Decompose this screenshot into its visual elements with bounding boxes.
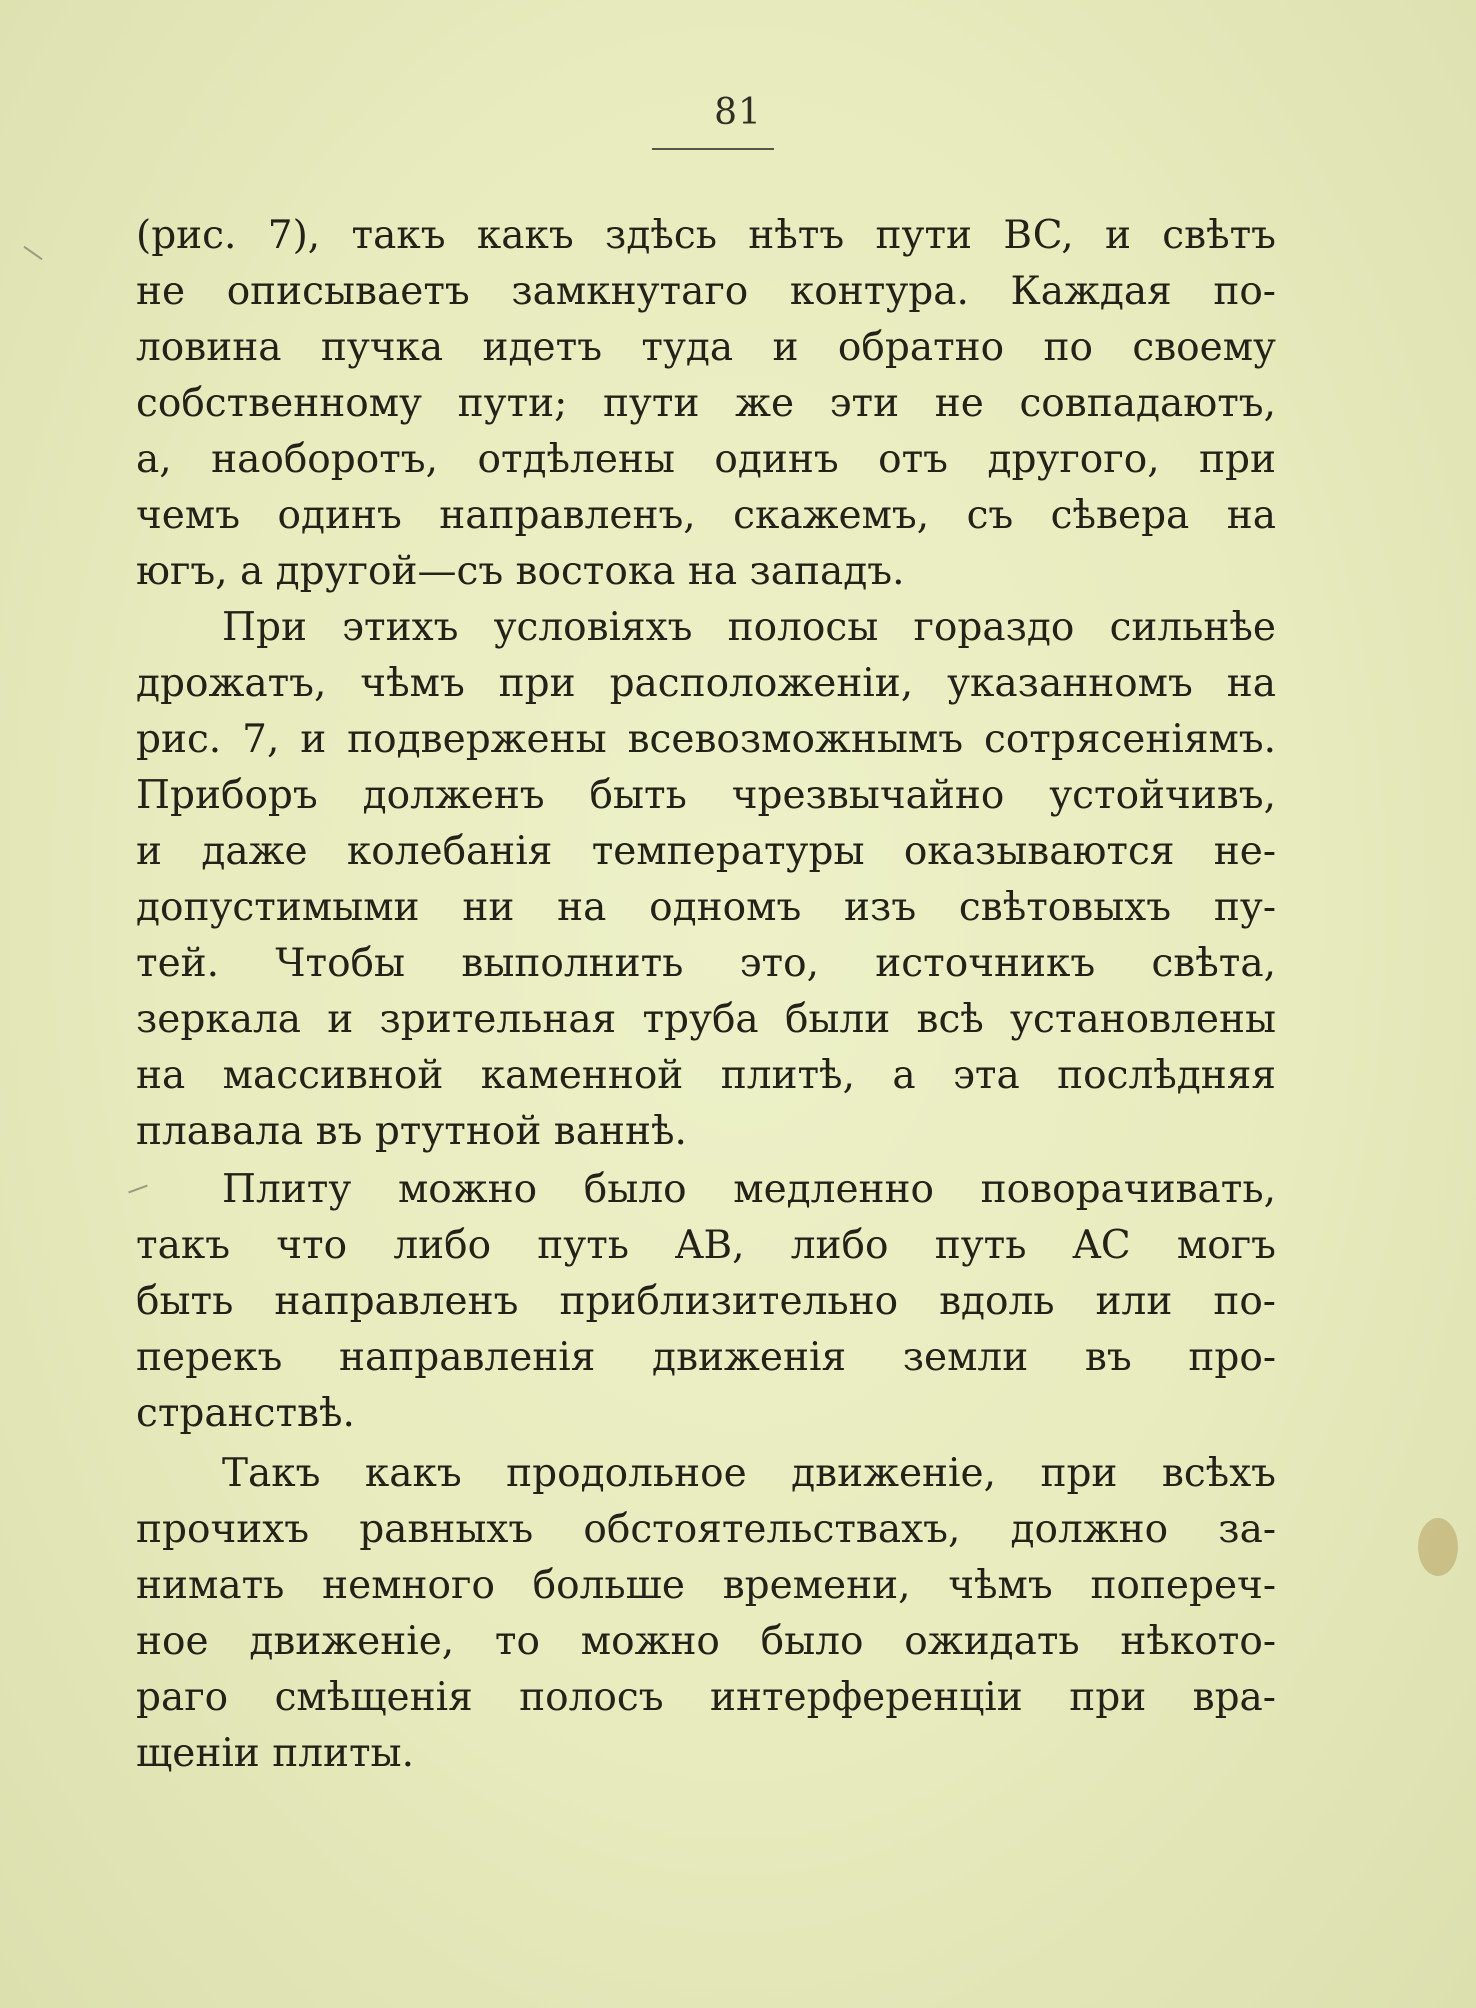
text-line: Такъ какъ продольное движеніе, при всѣхъ	[222, 1451, 1276, 1496]
text-line: ное движеніе, то можно было ожидать нѣкото-	[136, 1619, 1276, 1664]
text-line: плавала въ ртутной ваннѣ.	[136, 1109, 687, 1154]
text-line: тей. Чтобы выполнить это, источникъ свѣта,	[136, 941, 1276, 986]
text-line: Плиту можно было медленно поворачивать,	[222, 1167, 1276, 1212]
paper-mark	[128, 1185, 147, 1194]
text-line: на массивной каменной плитѣ, а эта послѣдняя	[136, 1053, 1276, 1098]
header-rule	[652, 148, 774, 150]
text-line: югъ, а другой—съ востока на западъ.	[136, 549, 905, 594]
text-line: перекъ направленія движенія земли въ про-	[136, 1335, 1276, 1380]
text-line: нимать немного больше времени, чѣмъ попереч-	[136, 1563, 1276, 1608]
text-line: щеніи плиты.	[136, 1731, 414, 1776]
text-line: странствѣ.	[136, 1391, 355, 1436]
text-line: не описываетъ замкнутаго контура. Каждая по-	[136, 269, 1276, 314]
text-line: а, наоборотъ, отдѣлены одинъ отъ другого, при	[136, 437, 1276, 482]
text-line: чемъ одинъ направленъ, скажемъ, съ сѣвера на	[136, 493, 1276, 538]
text-line: допустимыми ни на одномъ изъ свѣтовыхъ пу-	[136, 885, 1276, 930]
paper-mark	[23, 246, 42, 260]
text-line: раго смѣщенія полосъ интерференціи при вра-	[136, 1675, 1276, 1720]
text-line: (рис. 7), такъ какъ здѣсь нѣтъ пути BC, и свѣтъ	[136, 213, 1276, 258]
text-line: собственному пути; пути же эти не совпадаютъ,	[136, 381, 1276, 426]
text-line: При этихъ условіяхъ полосы гораздо сильнѣе	[222, 605, 1276, 650]
text-line: прочихъ равныхъ обстоятельствахъ, должно за-	[136, 1507, 1276, 1552]
text-line: зеркала и зрительная труба были всѣ установлены	[136, 997, 1276, 1042]
text-line: рис. 7, и подвержены всевозможнымъ сотрясеніямъ.	[136, 717, 1276, 762]
text-line: и даже колебанія температуры оказываются не-	[136, 829, 1276, 874]
paper-stain	[1418, 1518, 1458, 1576]
page-number: 81	[714, 92, 762, 133]
text-line: дрожатъ, чѣмъ при расположеніи, указанномъ на	[136, 661, 1276, 706]
text-line: ловина пучка идетъ туда и обратно по своему	[136, 325, 1276, 370]
text-line: быть направленъ приблизительно вдоль или по-	[136, 1279, 1276, 1324]
text-line: такъ что либо путь AB, либо путь AC могъ	[136, 1223, 1276, 1268]
text-line: Приборъ долженъ быть чрезвычайно устойчивъ,	[136, 773, 1276, 818]
